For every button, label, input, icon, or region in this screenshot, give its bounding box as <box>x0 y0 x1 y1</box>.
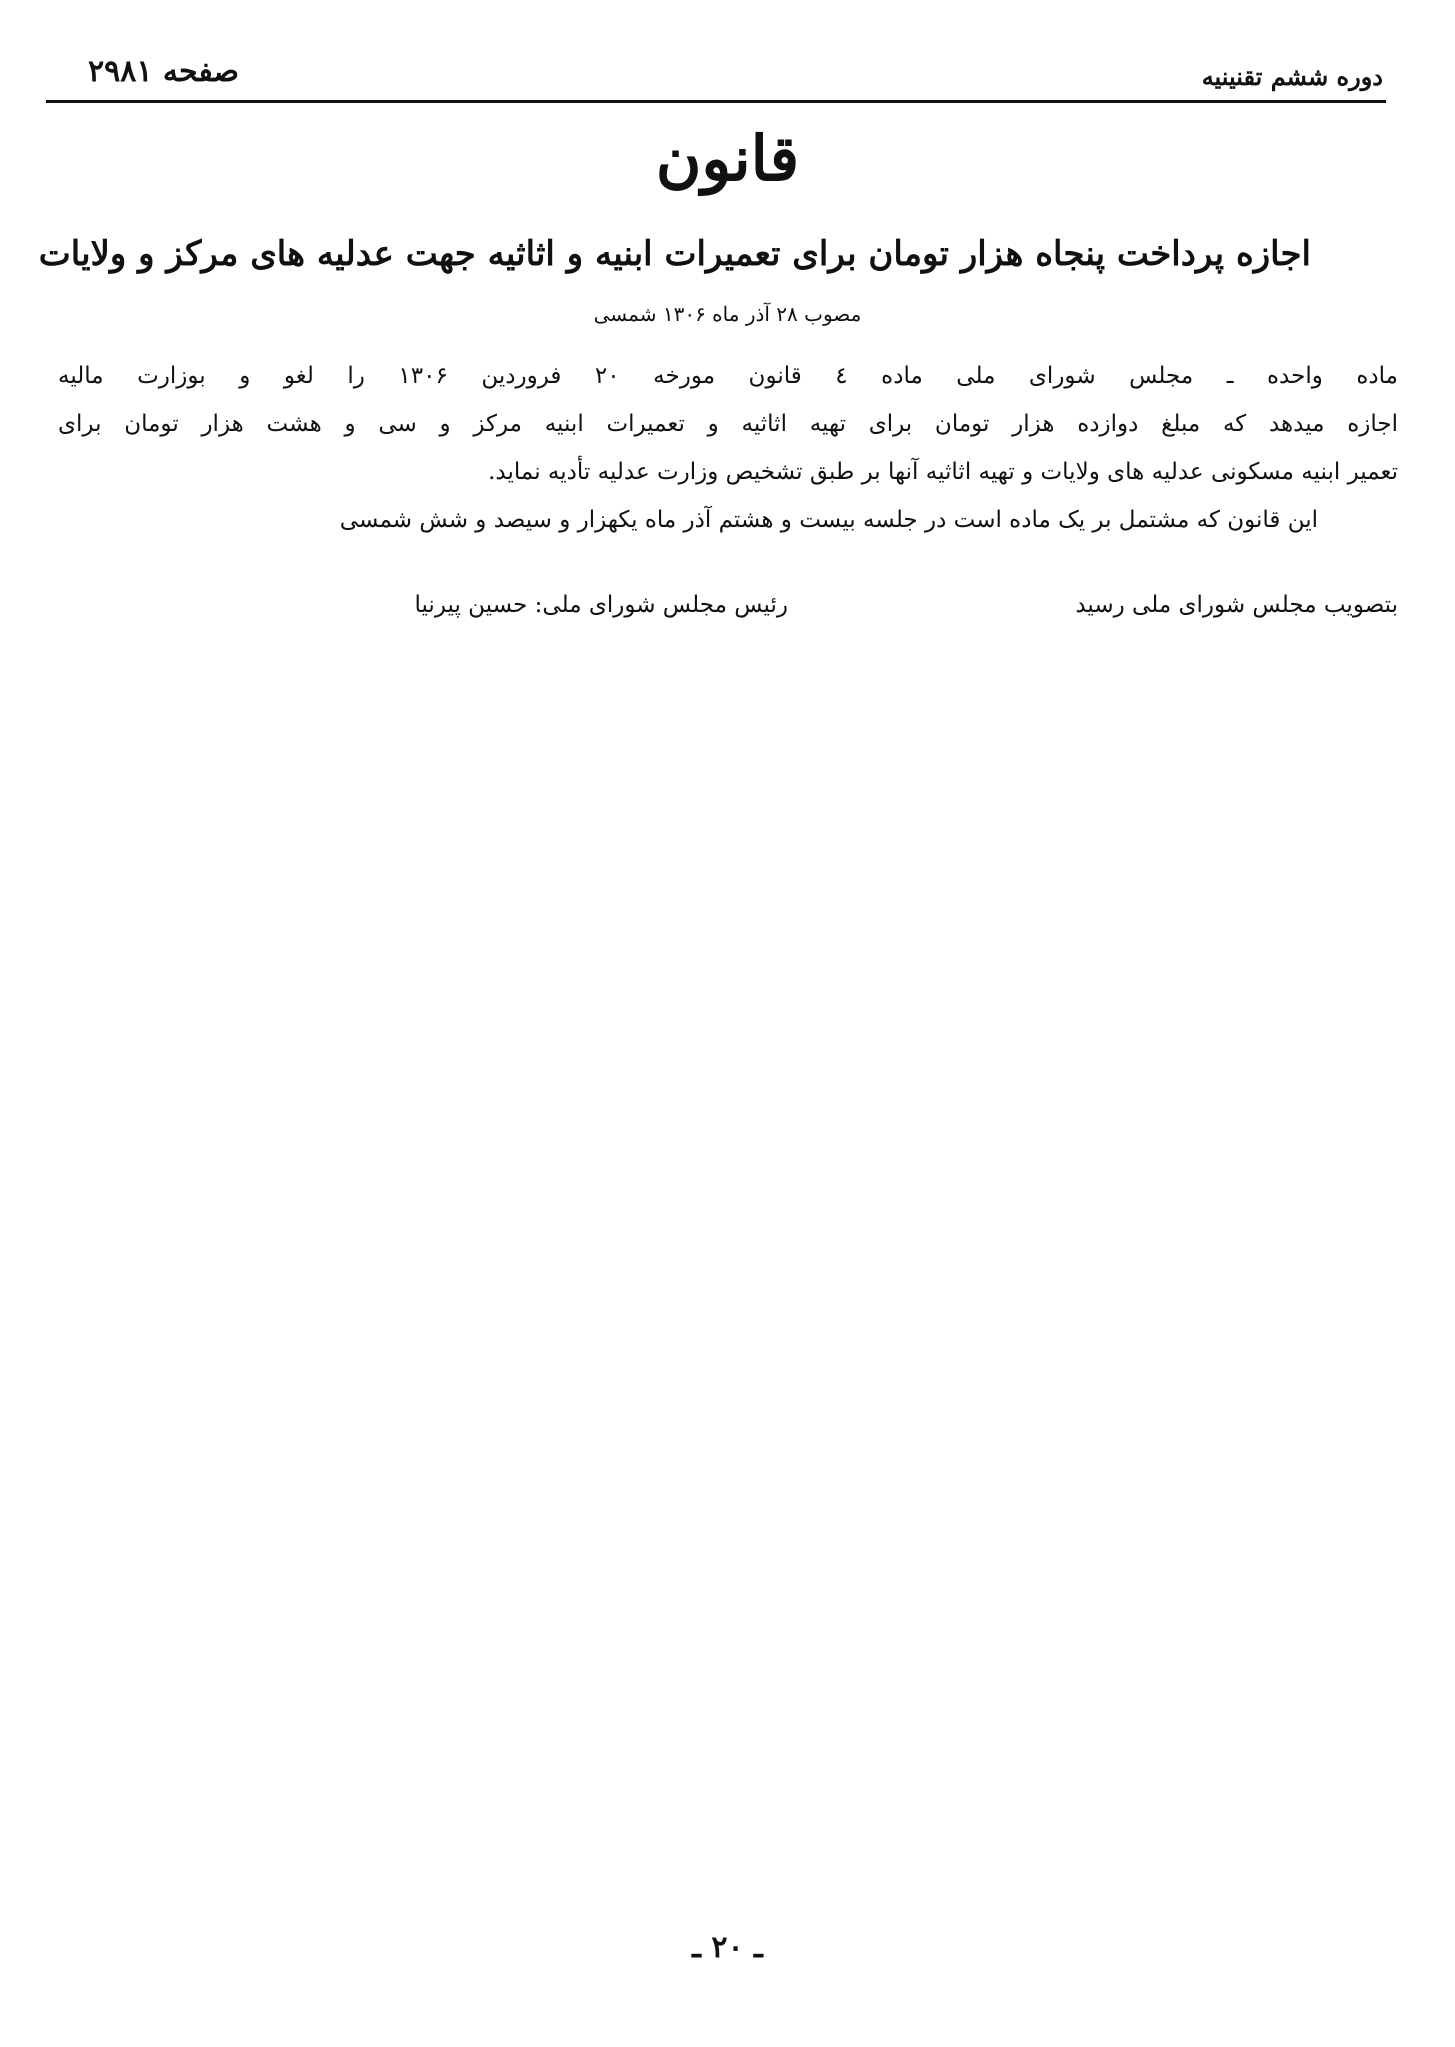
approval-date: مصوب ۲۸ آذر ماه ۱۳۰۶ شمسی <box>593 302 862 326</box>
header-rule <box>46 100 1386 103</box>
law-body <box>58 352 1398 544</box>
document-title: قانون <box>655 122 800 195</box>
speaker-signature: رئیس مجلس شورای ملی: حسین پیرنیا <box>414 592 788 618</box>
body-line: اجازه میدهد که مبلغ دوازده هزار تومان برای تهیه اثاثیه و تعمیرات ابنیه مرکز و سی و هشت هزار تومان برای <box>58 411 1398 437</box>
session-label: دوره ششم تقنینیه <box>1201 62 1383 91</box>
page-number: ـ ۲۰ ـ <box>692 1930 763 1965</box>
page-header <box>48 48 1383 98</box>
passage-statement: بتصویب مجلس شورای ملی رسید <box>1075 592 1398 618</box>
body-line: تعمیر ابنیه مسکونی عدلیه های ولایات و تهیه اثاثیه آنها بر طبق تشخیص وزارت عدلیه تأدیه نماید. <box>488 459 1398 485</box>
body-line: این قانون که مشتمل بر یک ماده است در جلسه بیست و هشتم آذر ماه یکهزار و سیصد و شش شمسی <box>339 507 1318 533</box>
page-label: صفحه ۲۹۸۱ <box>88 54 239 89</box>
body-line: ماده واحده ـ مجلس شورای ملی ماده ٤ قانون مورخه ۲۰ فروردین ۱۳۰۶ را لغو و بوزارت مالیه <box>58 363 1398 389</box>
document-subtitle: اجازه پرداخت پنجاه هزار تومان برای تعمیرات ابنیه و اثاثیه جهت عدلیه های مرکز و ولایات <box>38 234 1311 274</box>
